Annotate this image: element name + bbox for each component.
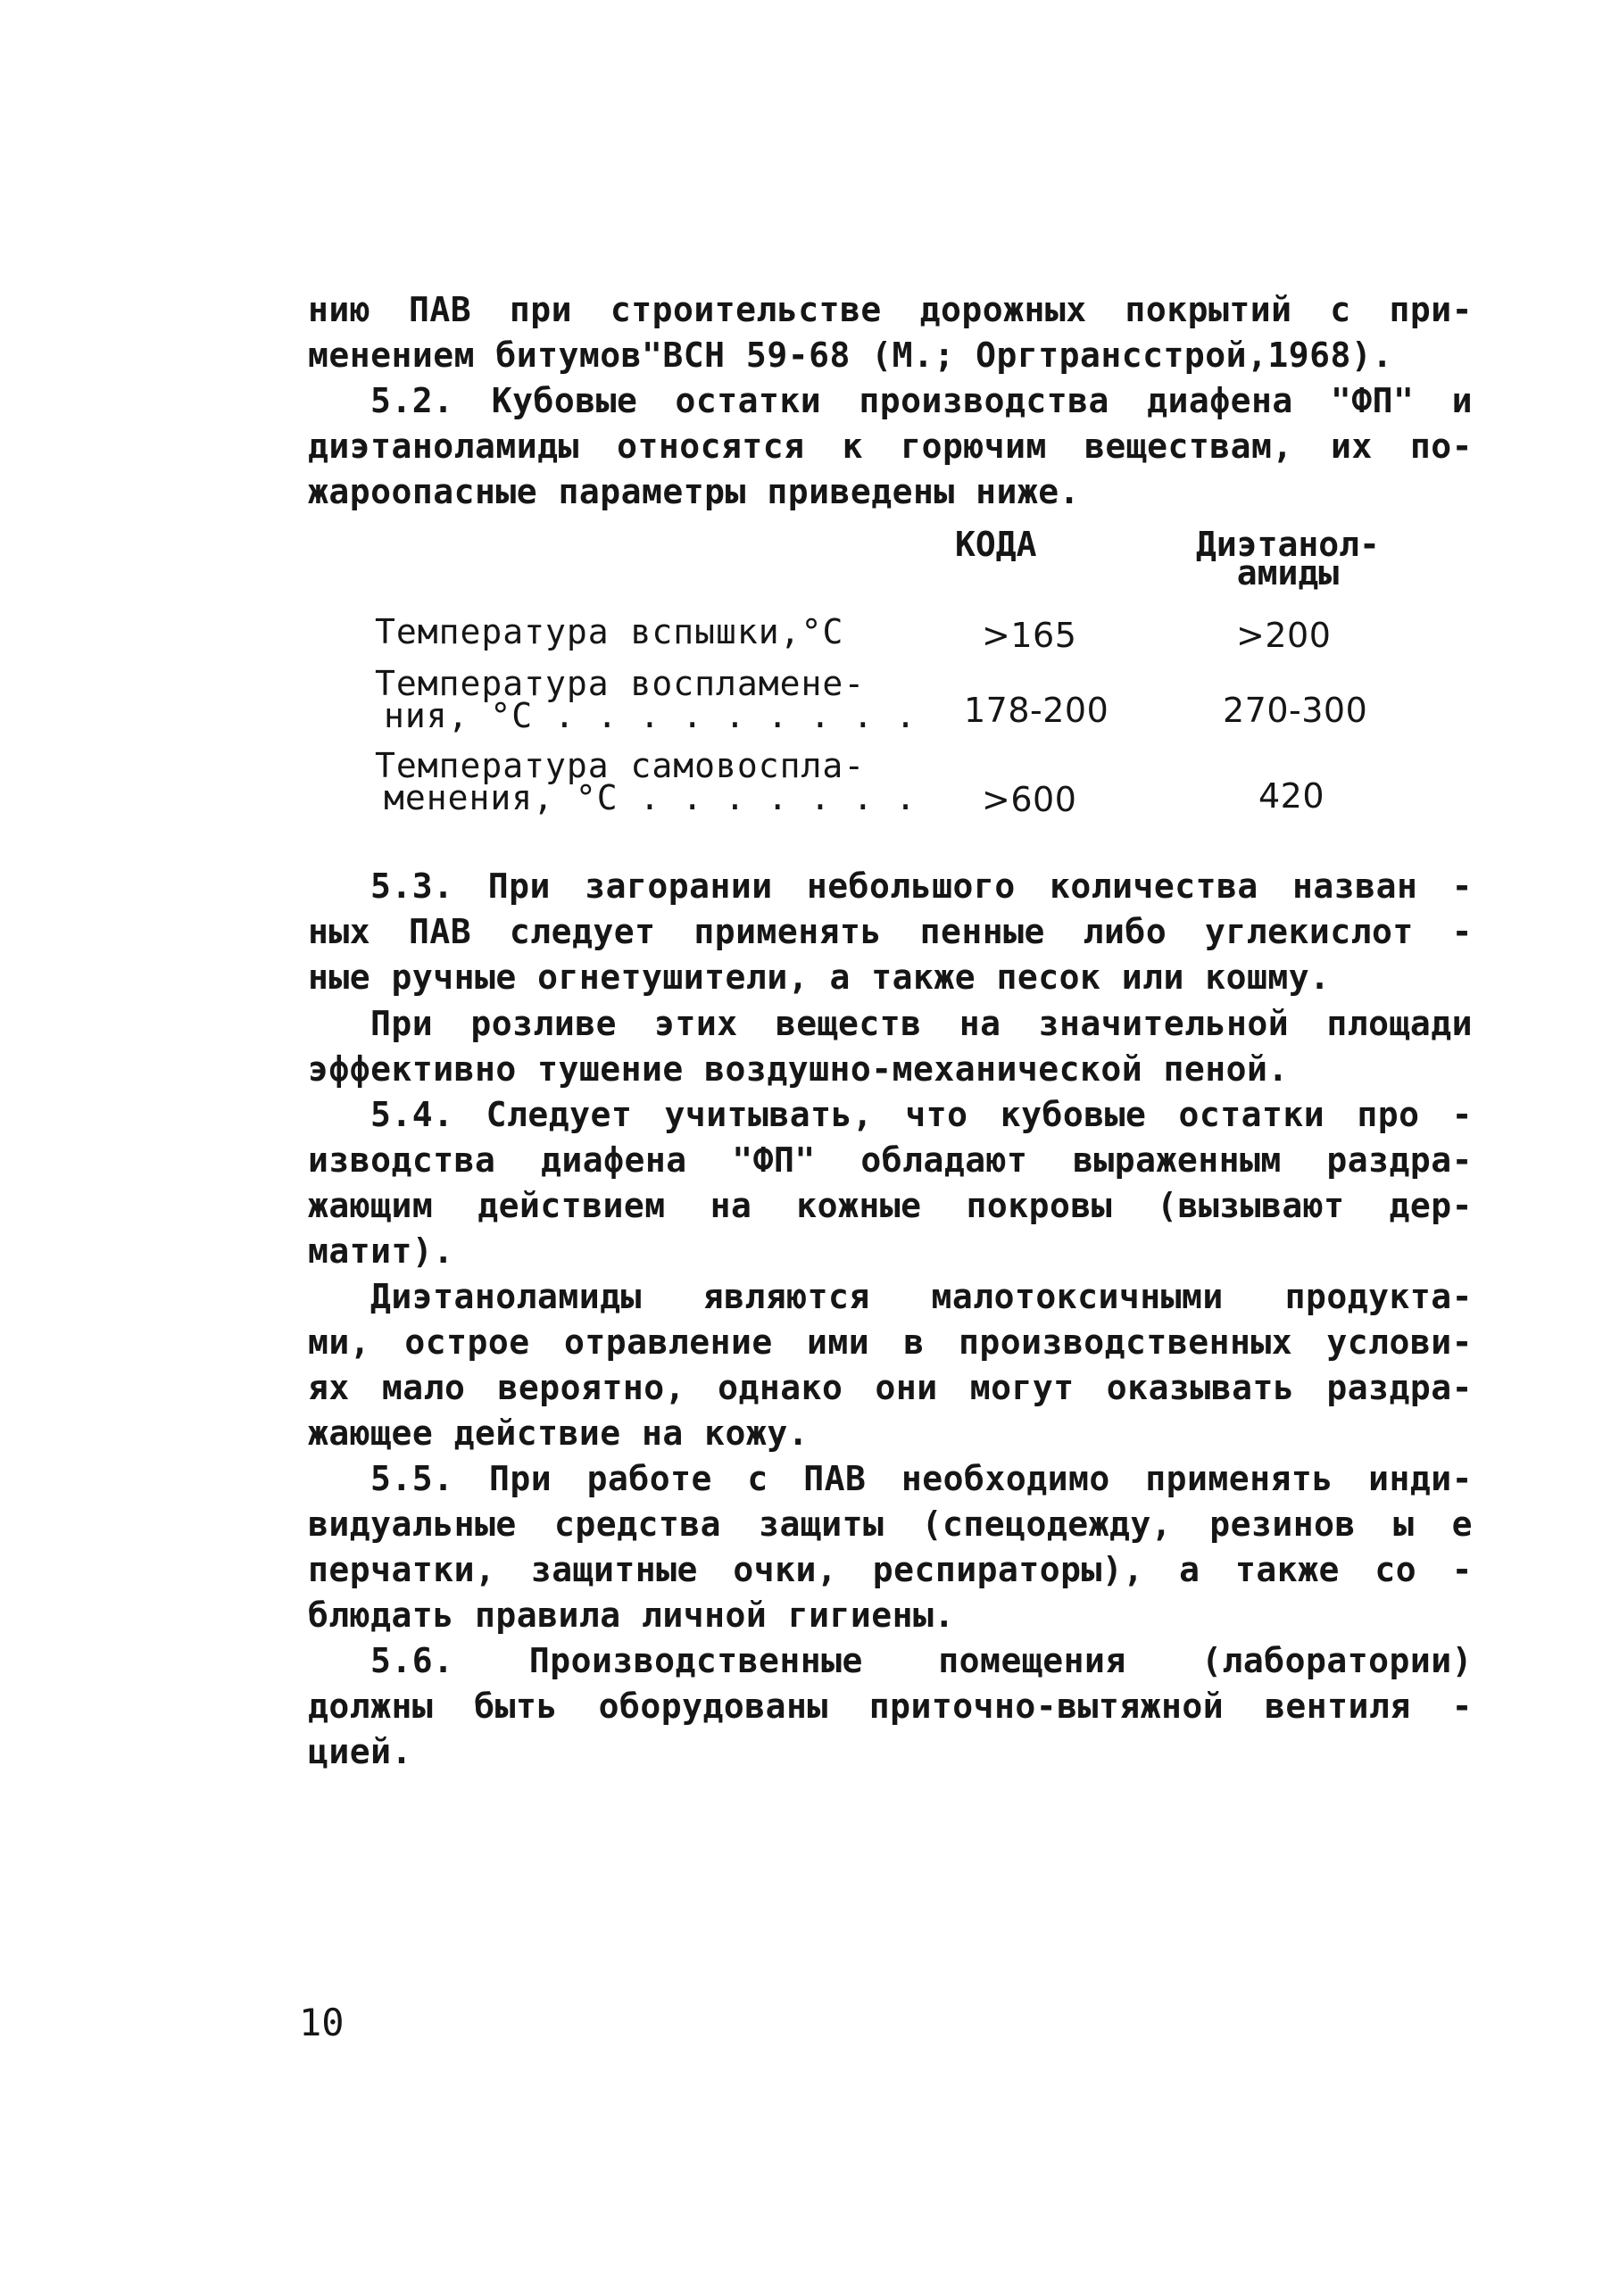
text-line: жающее действие на кожу. [308, 1413, 810, 1453]
row-label-text: ния, °С . . . . . . . . . [384, 696, 917, 735]
text-line: перчатки, защитные очки, респираторы), а также со - [308, 1550, 1473, 1589]
text-line: менением битумов"ВСН 59-68 (М.; Оргтрансстрой,1968). [308, 336, 1393, 375]
table-cell: 420 [1258, 776, 1325, 816]
text-line: жароопасные параметры приведены ниже. [308, 472, 1080, 511]
text-line: ях мало вероятно, однако они могут оказывать раздра- [308, 1368, 1473, 1407]
text-line: диэтаноламиды относятся к горючим веществам, их по- [308, 427, 1473, 466]
text-line: ми, острое отравление ими в производственных услови- [308, 1322, 1473, 1362]
text-line: 5.3. При загорании небольшого количества назван - [370, 866, 1473, 906]
table-header-diethanolamides [1196, 526, 1380, 591]
text-line: ных ПАВ следует применять пенные либо углекислот - [308, 912, 1473, 951]
text-line: 5.2. Кубовые остатки производства диафена "ФП" и [370, 381, 1473, 420]
paragraph-5-3 [308, 864, 1473, 1000]
row-label-text: Температура воспламене- [375, 664, 866, 703]
table-cell: >600 [982, 780, 1077, 819]
text-line: При розливе этих веществ на значительной площади [370, 1004, 1473, 1043]
table-cell: 270-300 [1223, 691, 1368, 730]
text-line: 5.6. Производственные помещения (лаборатории) [370, 1641, 1473, 1680]
table-header-line: Диэтанол- [1196, 525, 1380, 564]
paragraph-5-2 [308, 378, 1473, 515]
text-line: блюдать правила личной гигиены. [308, 1596, 955, 1635]
fire-parameters-table [375, 526, 1482, 830]
paragraph-5-4 [308, 1092, 1473, 1274]
table-row-label [375, 612, 844, 651]
paragraph-diethanolamides [308, 1274, 1473, 1456]
text-line: Диэтаноламиды являются малотоксичными продукта- [370, 1277, 1473, 1316]
table-row-label [375, 746, 917, 817]
row-label-text: менения, °С . . . . . . . [384, 778, 917, 817]
paragraph-5-6 [308, 1638, 1473, 1775]
text-line: 5.4. Следует учитывать, что кубовые остатки про - [370, 1095, 1473, 1134]
row-label-text: Температура вспышки, [375, 612, 801, 651]
text-line: матит). [308, 1231, 454, 1271]
paragraph-spillage [308, 1001, 1473, 1092]
text-line: изводства диафена "ФП" обладают выраженным раздра- [308, 1140, 1473, 1180]
table-row-label [375, 664, 917, 735]
table-cell: >200 [1236, 616, 1332, 655]
text-line: видуальные средства защиты (спецодежду, резинов ы е [308, 1504, 1473, 1544]
text-line: 5.5. При работе с ПАВ необходимо применять инди- [370, 1459, 1473, 1498]
table-header-koda: КОДА [955, 525, 1037, 564]
text-line: цией. [308, 1732, 412, 1771]
row-label-unit: °С [801, 612, 844, 651]
paragraph-5-5 [308, 1456, 1473, 1638]
table-cell: 178-200 [964, 691, 1109, 730]
table-header-line: амиды [1236, 553, 1340, 593]
row-label-text: Температура самовоспла- [375, 746, 866, 785]
text-line: ные ручные огнетушители, а также песок или кошму. [308, 957, 1331, 997]
text-line: должны быть оборудованы приточно-вытяжной вентиля - [308, 1687, 1473, 1726]
page-number: 10 [299, 2001, 345, 2044]
text-line: эффективно тушение воздушно-механической пеной. [308, 1049, 1289, 1089]
text-line: жающим действием на кожные покровы (вызывают дер- [308, 1186, 1473, 1225]
table-cell: >165 [982, 616, 1077, 655]
text-line: нию ПАВ при строительстве дорожных покрытий с при- [308, 290, 1473, 329]
paragraph-continuation [308, 287, 1473, 378]
